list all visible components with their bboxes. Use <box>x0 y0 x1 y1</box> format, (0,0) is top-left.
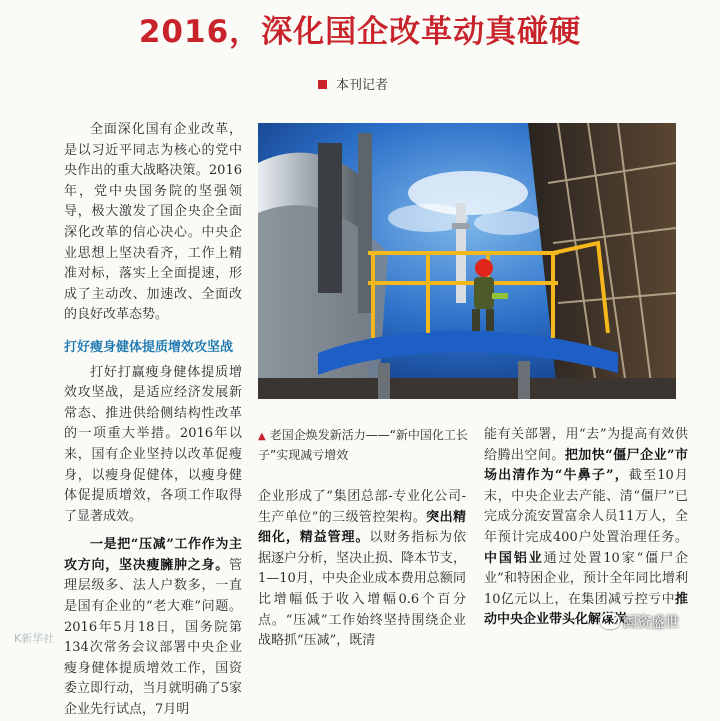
paragraph-2: 打好打赢瘦身健体提质增效攻坚战，是适应经济发展新常态、推进供给侧结构性改革的一项重大举措。2016年以来，国有企业坚持以改革促瘦身，以瘦身促健体，以瘦身健体促提质增效，各项工作取得了显著成效。 <box>64 364 242 524</box>
column-right <box>484 425 688 631</box>
right-bold-c: 推动中央企业带头化解煤炭、 <box>484 591 688 628</box>
paragraph-3-text: 管理层级多、法人户数多，一直是国有企业的“老大难”问题。2016年5月18日，国务院第134次常务会议部署中央企业瘦身健体提质增效工作，国资委立即行动，当月就明确了5家企业先行试点，7月明 <box>64 557 242 718</box>
article-photo <box>258 123 676 399</box>
article-title: 2016，深化国企改革动真碰硬 <box>138 14 582 50</box>
red-triangle-icon: ▲ <box>258 431 266 442</box>
red-square-icon <box>318 80 327 89</box>
middle-text-a: 企业形成了“集团总部-专业化公司-生产单位”的三级管控架构。 <box>258 489 466 525</box>
right-text-c: 通过处置10家“僵尸企业”和特困企业，预计全年同比增利10亿元以上，在集团减亏控亏中 <box>484 550 688 607</box>
right-paragraph <box>484 425 688 631</box>
middle-paragraph <box>258 487 466 652</box>
section-heading: 打好瘦身健体提质增效攻坚战 <box>64 339 234 355</box>
byline-text: 本刊记者 <box>336 78 389 93</box>
right-text-a: 能有关部署，用“去”为提高有效供给腾出空间。 <box>484 427 688 463</box>
right-text-b: 截至10月末，中央企业去产能、清“僵尸”已完成分流安置富余人员11万人，全年预计完成400户处置治理任务。 <box>484 468 688 545</box>
watermark-right <box>600 612 679 632</box>
intro-paragraph: 全面深化国有企业改革，是以习近平同志为核心的党中央作出的重大战略决策。2016年，党中央国务院的坚强领导，极大激发了国企央企全面深化改革的信心决心。中央企业思想上坚决看齐，工作上精准对标，落实上全面提速，形成了主动改、加速改、全面改的良好改革态势。 <box>64 122 242 323</box>
column-left <box>64 120 242 721</box>
byline <box>318 74 388 93</box>
refinery-worker-illustration <box>258 123 676 399</box>
watermark-right-text: 国资盛世 <box>623 615 679 631</box>
right-bold-b: 中国铝业 <box>484 550 544 566</box>
paragraph-3-bold: 一是把“压减”工作作为主攻方向，坚决瘦臃肿之身。 <box>64 537 242 573</box>
watermark-left: K新华社 <box>14 632 55 645</box>
photo-caption <box>258 426 470 465</box>
caption-text: 老国企焕发新活力——“新中国化工长子”实现减亏增效 <box>258 428 468 462</box>
paragraph-3 <box>64 535 242 720</box>
wechat-icon <box>600 613 620 629</box>
middle-bold-a: 突出精细化，精益管理。 <box>258 509 466 546</box>
middle-text-b: 以财务指标为依据逐户分析，坚决止损、降本节支，1—10月，中央企业成本费用总额同比增幅低于收入增幅0.6个百分点。“压减”工作始终坚持围绕企业战略抓“压减”，既清 <box>258 530 467 649</box>
column-middle <box>258 487 466 652</box>
right-bold-a: 把加快“僵尸企业”市场出清作为“牛鼻子”， <box>484 447 688 484</box>
